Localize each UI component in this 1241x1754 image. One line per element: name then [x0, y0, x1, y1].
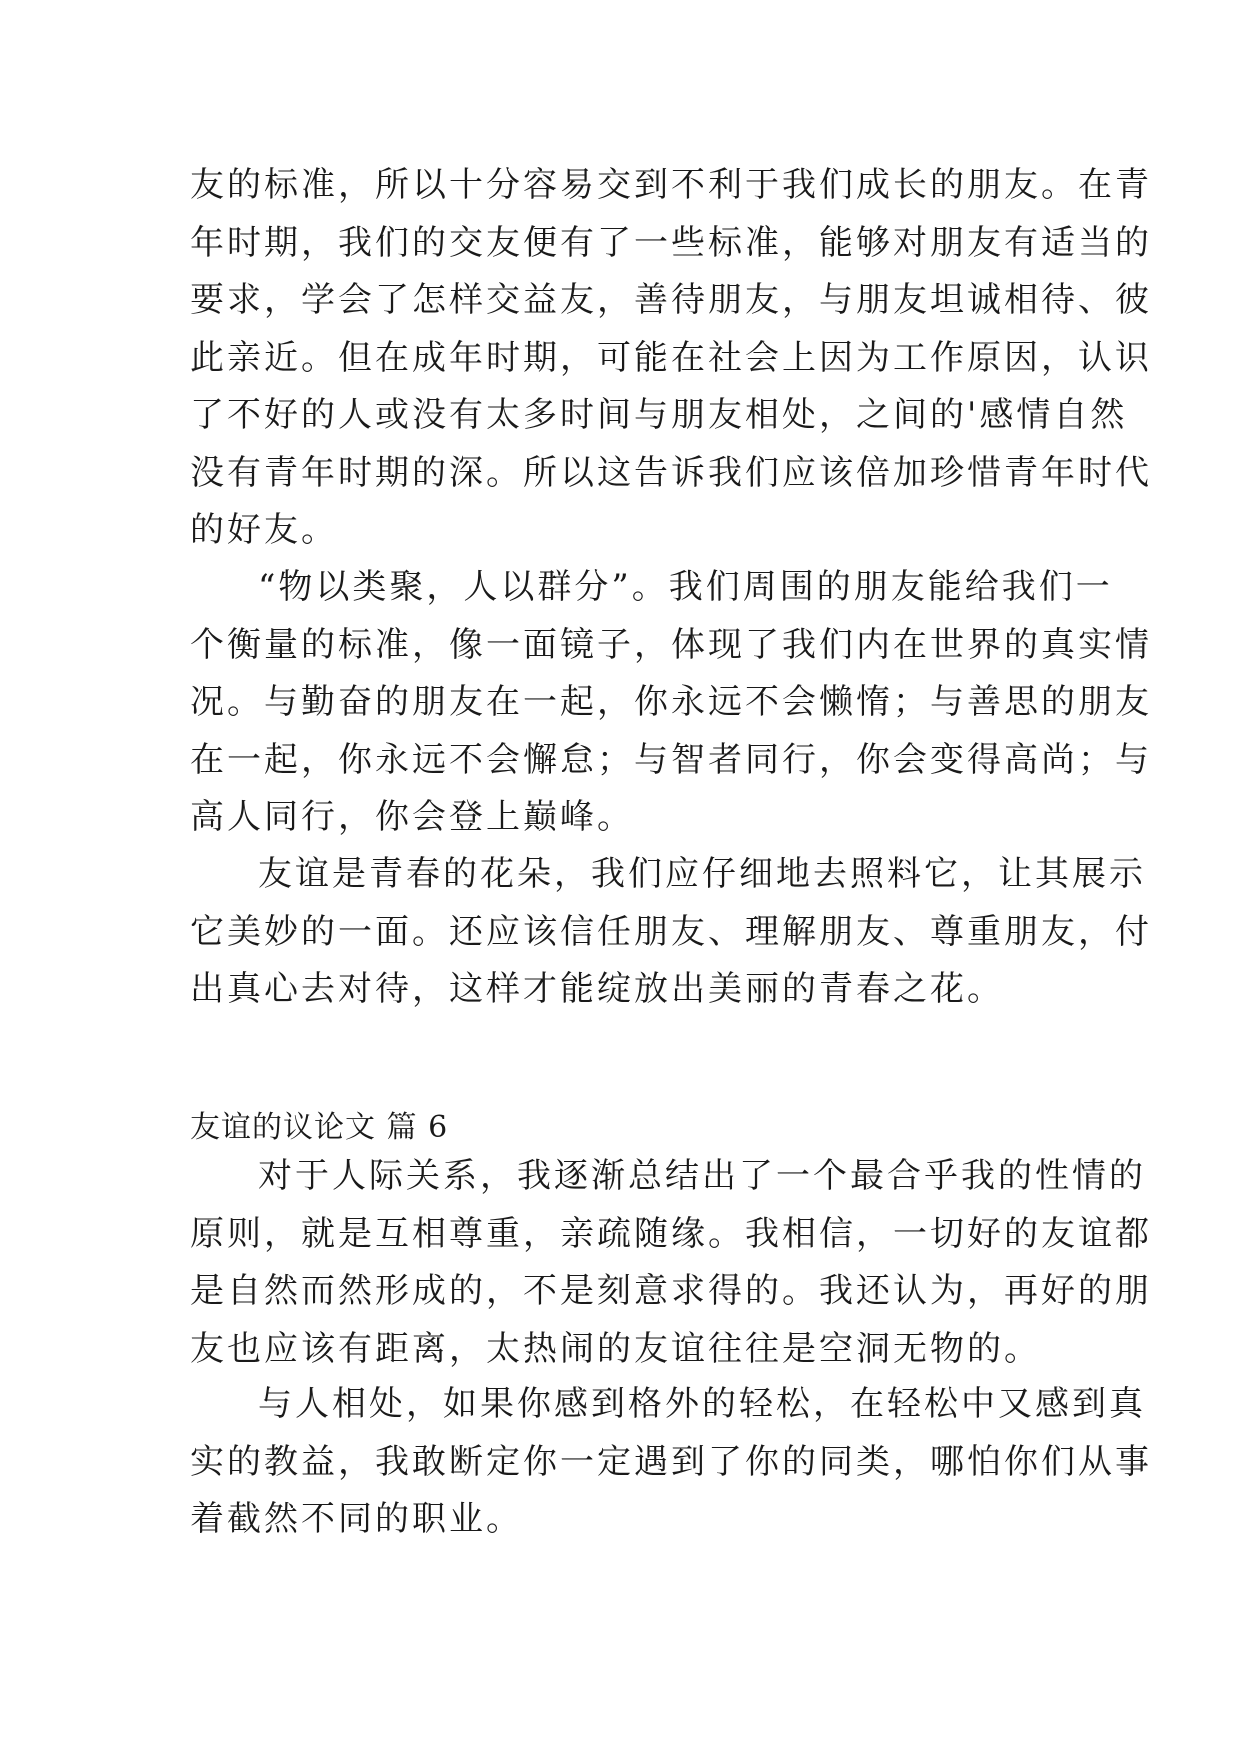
paragraph [190, 1148, 1152, 1378]
text-line: “物以类聚，人以群分”。我们周围的朋友能给我们一 [258, 567, 1113, 607]
text-line: 了不好的人或没有太多时间与朋友相处，之间的'感情自然 [190, 395, 1128, 435]
text-line: 在一起，你永远不会懈怠；与智者同行，你会变得高尚；与 [190, 739, 1152, 780]
paragraph-continuation [190, 157, 1152, 560]
text-line: 与人相处，如果你感到格外的轻松，在轻松中又感到真 [258, 1384, 1146, 1424]
section-heading: 友谊的议论文 篇 6 [190, 1110, 449, 1145]
text-line: 出真心去对待，这样才能绽放出美丽的青春之花。 [190, 969, 1004, 1009]
text-line: 友的标准，所以十分容易交到不利于我们成长的朋友。在青 [190, 165, 1152, 205]
text-line: 对于人际关系，我逐渐总结出了一个最合乎我的性情的 [258, 1156, 1146, 1196]
text-line: 友谊是青春的花朵，我们应仔细地去照料它，让其展示 [258, 854, 1146, 894]
text-line: 要求，学会了怎样交益友，善待朋友，与朋友坦诚相待、彼 [190, 280, 1152, 320]
text-line: 原则，就是互相尊重，亲疏随缘。我相信，一切好的友谊都 [190, 1213, 1152, 1254]
text-line: 况。与勤奋的朋友在一起，你永远不会懒惰；与善思的朋友 [190, 682, 1152, 722]
text-line: 友也应该有距离，太热闹的友谊往往是空洞无物的。 [190, 1328, 1041, 1369]
text-line: 它美妙的一面。还应该信任朋友、理解朋友、尊重朋友，付 [190, 911, 1152, 952]
paragraph [190, 1376, 1152, 1549]
paragraph [190, 559, 1152, 847]
text-line: 是自然而然形成的，不是刻意求得的。我还认为，再好的朋 [190, 1271, 1152, 1311]
paragraph [190, 846, 1152, 1019]
text-line: 的好友。 [190, 510, 338, 550]
text-line: 年时期，我们的交友便有了一些标准，能够对朋友有适当的 [190, 222, 1152, 263]
text-line: 个衡量的标准，像一面镜子，体现了我们内在世界的真实情 [190, 624, 1152, 665]
text-line: 此亲近。但在成年时期，可能在社会上因为工作原因，认识 [190, 337, 1152, 378]
text-line: 高人同行，你会登上巅峰。 [190, 797, 634, 837]
text-line: 着截然不同的职业。 [190, 1499, 523, 1539]
text-line: 实的教益，我敢断定你一定遇到了你的同类，哪怕你们从事 [190, 1441, 1152, 1482]
text-line: 没有青年时期的深。所以这告诉我们应该倍加珍惜青年时代 [190, 452, 1152, 493]
